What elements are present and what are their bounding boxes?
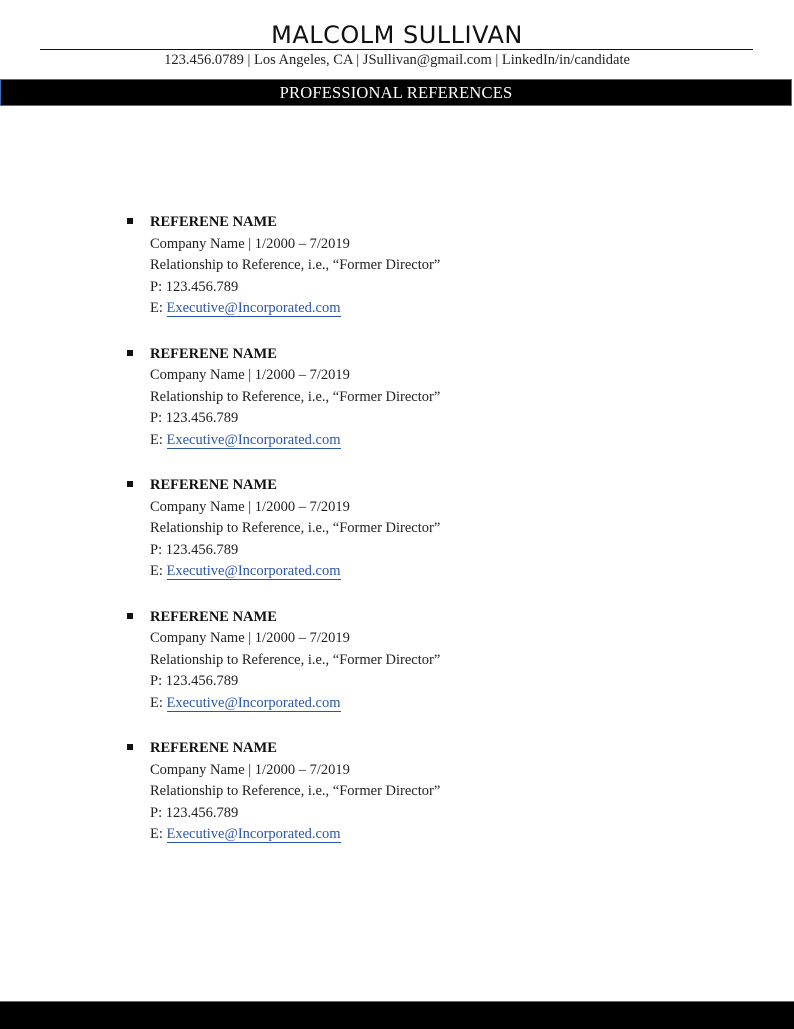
header-rule	[40, 49, 753, 50]
reference-email-line	[150, 824, 440, 846]
footer-bar	[0, 1001, 794, 1029]
section-title: PROFESSIONAL REFERENCES	[279, 82, 513, 102]
reference-company: Company Name | 1/2000 – 7/2019	[150, 761, 350, 778]
email-prefix: E:	[150, 563, 167, 580]
reference-name: REFERENE NAME	[150, 477, 277, 493]
reference-email-line	[150, 298, 440, 320]
bullet-icon	[127, 481, 133, 487]
reference-email-line	[150, 430, 440, 452]
bullet-icon	[127, 218, 133, 224]
email-link[interactable]: Executive@Incorporated.com	[166, 826, 341, 843]
reference-item	[0, 738, 794, 870]
bullet-icon	[127, 744, 133, 750]
reference-name: REFERENE NAME	[150, 740, 277, 756]
section-header-bar	[0, 79, 792, 106]
reference-item	[0, 475, 794, 607]
reference-relationship: Relationship to Reference, i.e., “Former Director”	[150, 520, 441, 537]
reference-item	[0, 344, 794, 476]
email-link[interactable]: Executive@Incorporated.com	[166, 563, 341, 580]
contact-line: 123.456.0789 | Los Angeles, CA | JSullivan@gmail.com | LinkedIn/in/candidate	[164, 52, 630, 68]
reference-name: REFERENE NAME	[150, 345, 277, 362]
reference-details	[150, 738, 440, 846]
reference-email-line	[150, 561, 440, 583]
reference-email-line	[150, 693, 440, 715]
reference-company: Company Name | 1/2000 – 7/2019	[150, 630, 350, 647]
reference-relationship: Relationship to Reference, i.e., “Former Director”	[150, 257, 441, 274]
reference-item	[0, 607, 794, 739]
reference-details	[150, 212, 440, 320]
reference-phone: P: 123.456.789	[150, 673, 239, 690]
reference-name: REFERENE NAME	[150, 214, 277, 230]
reference-name: REFERENE NAME	[150, 608, 277, 625]
reference-phone: P: 123.456.789	[150, 804, 239, 821]
reference-details	[150, 344, 440, 452]
reference-phone: P: 123.456.789	[150, 278, 239, 295]
reference-relationship: Relationship to Reference, i.e., “Former Director”	[150, 388, 441, 405]
bullet-icon	[127, 350, 133, 356]
candidate-name: MALCOLM SULLIVAN	[271, 21, 523, 49]
email-link[interactable]: Executive@Incorporated.com	[166, 431, 341, 448]
reference-details	[150, 607, 440, 715]
reference-relationship: Relationship to Reference, i.e., “Former Director”	[150, 651, 441, 668]
reference-company: Company Name | 1/2000 – 7/2019	[150, 367, 350, 384]
email-prefix: E:	[150, 300, 167, 317]
email-prefix: E:	[150, 694, 167, 711]
email-link[interactable]: Executive@Incorporated.com	[166, 300, 341, 317]
reference-relationship: Relationship to Reference, i.e., “Former Director”	[150, 783, 441, 800]
email-link[interactable]: Executive@Incorporated.com	[166, 694, 341, 711]
reference-phone: P: 123.456.789	[150, 410, 239, 427]
bullet-icon	[127, 613, 133, 619]
reference-details	[150, 475, 440, 583]
references-list	[0, 212, 794, 870]
email-prefix: E:	[150, 826, 167, 843]
reference-item	[0, 212, 794, 344]
reference-phone: P: 123.456.789	[150, 541, 239, 558]
email-prefix: E:	[150, 431, 167, 448]
reference-company: Company Name | 1/2000 – 7/2019	[150, 498, 350, 515]
reference-company: Company Name | 1/2000 – 7/2019	[150, 235, 350, 252]
